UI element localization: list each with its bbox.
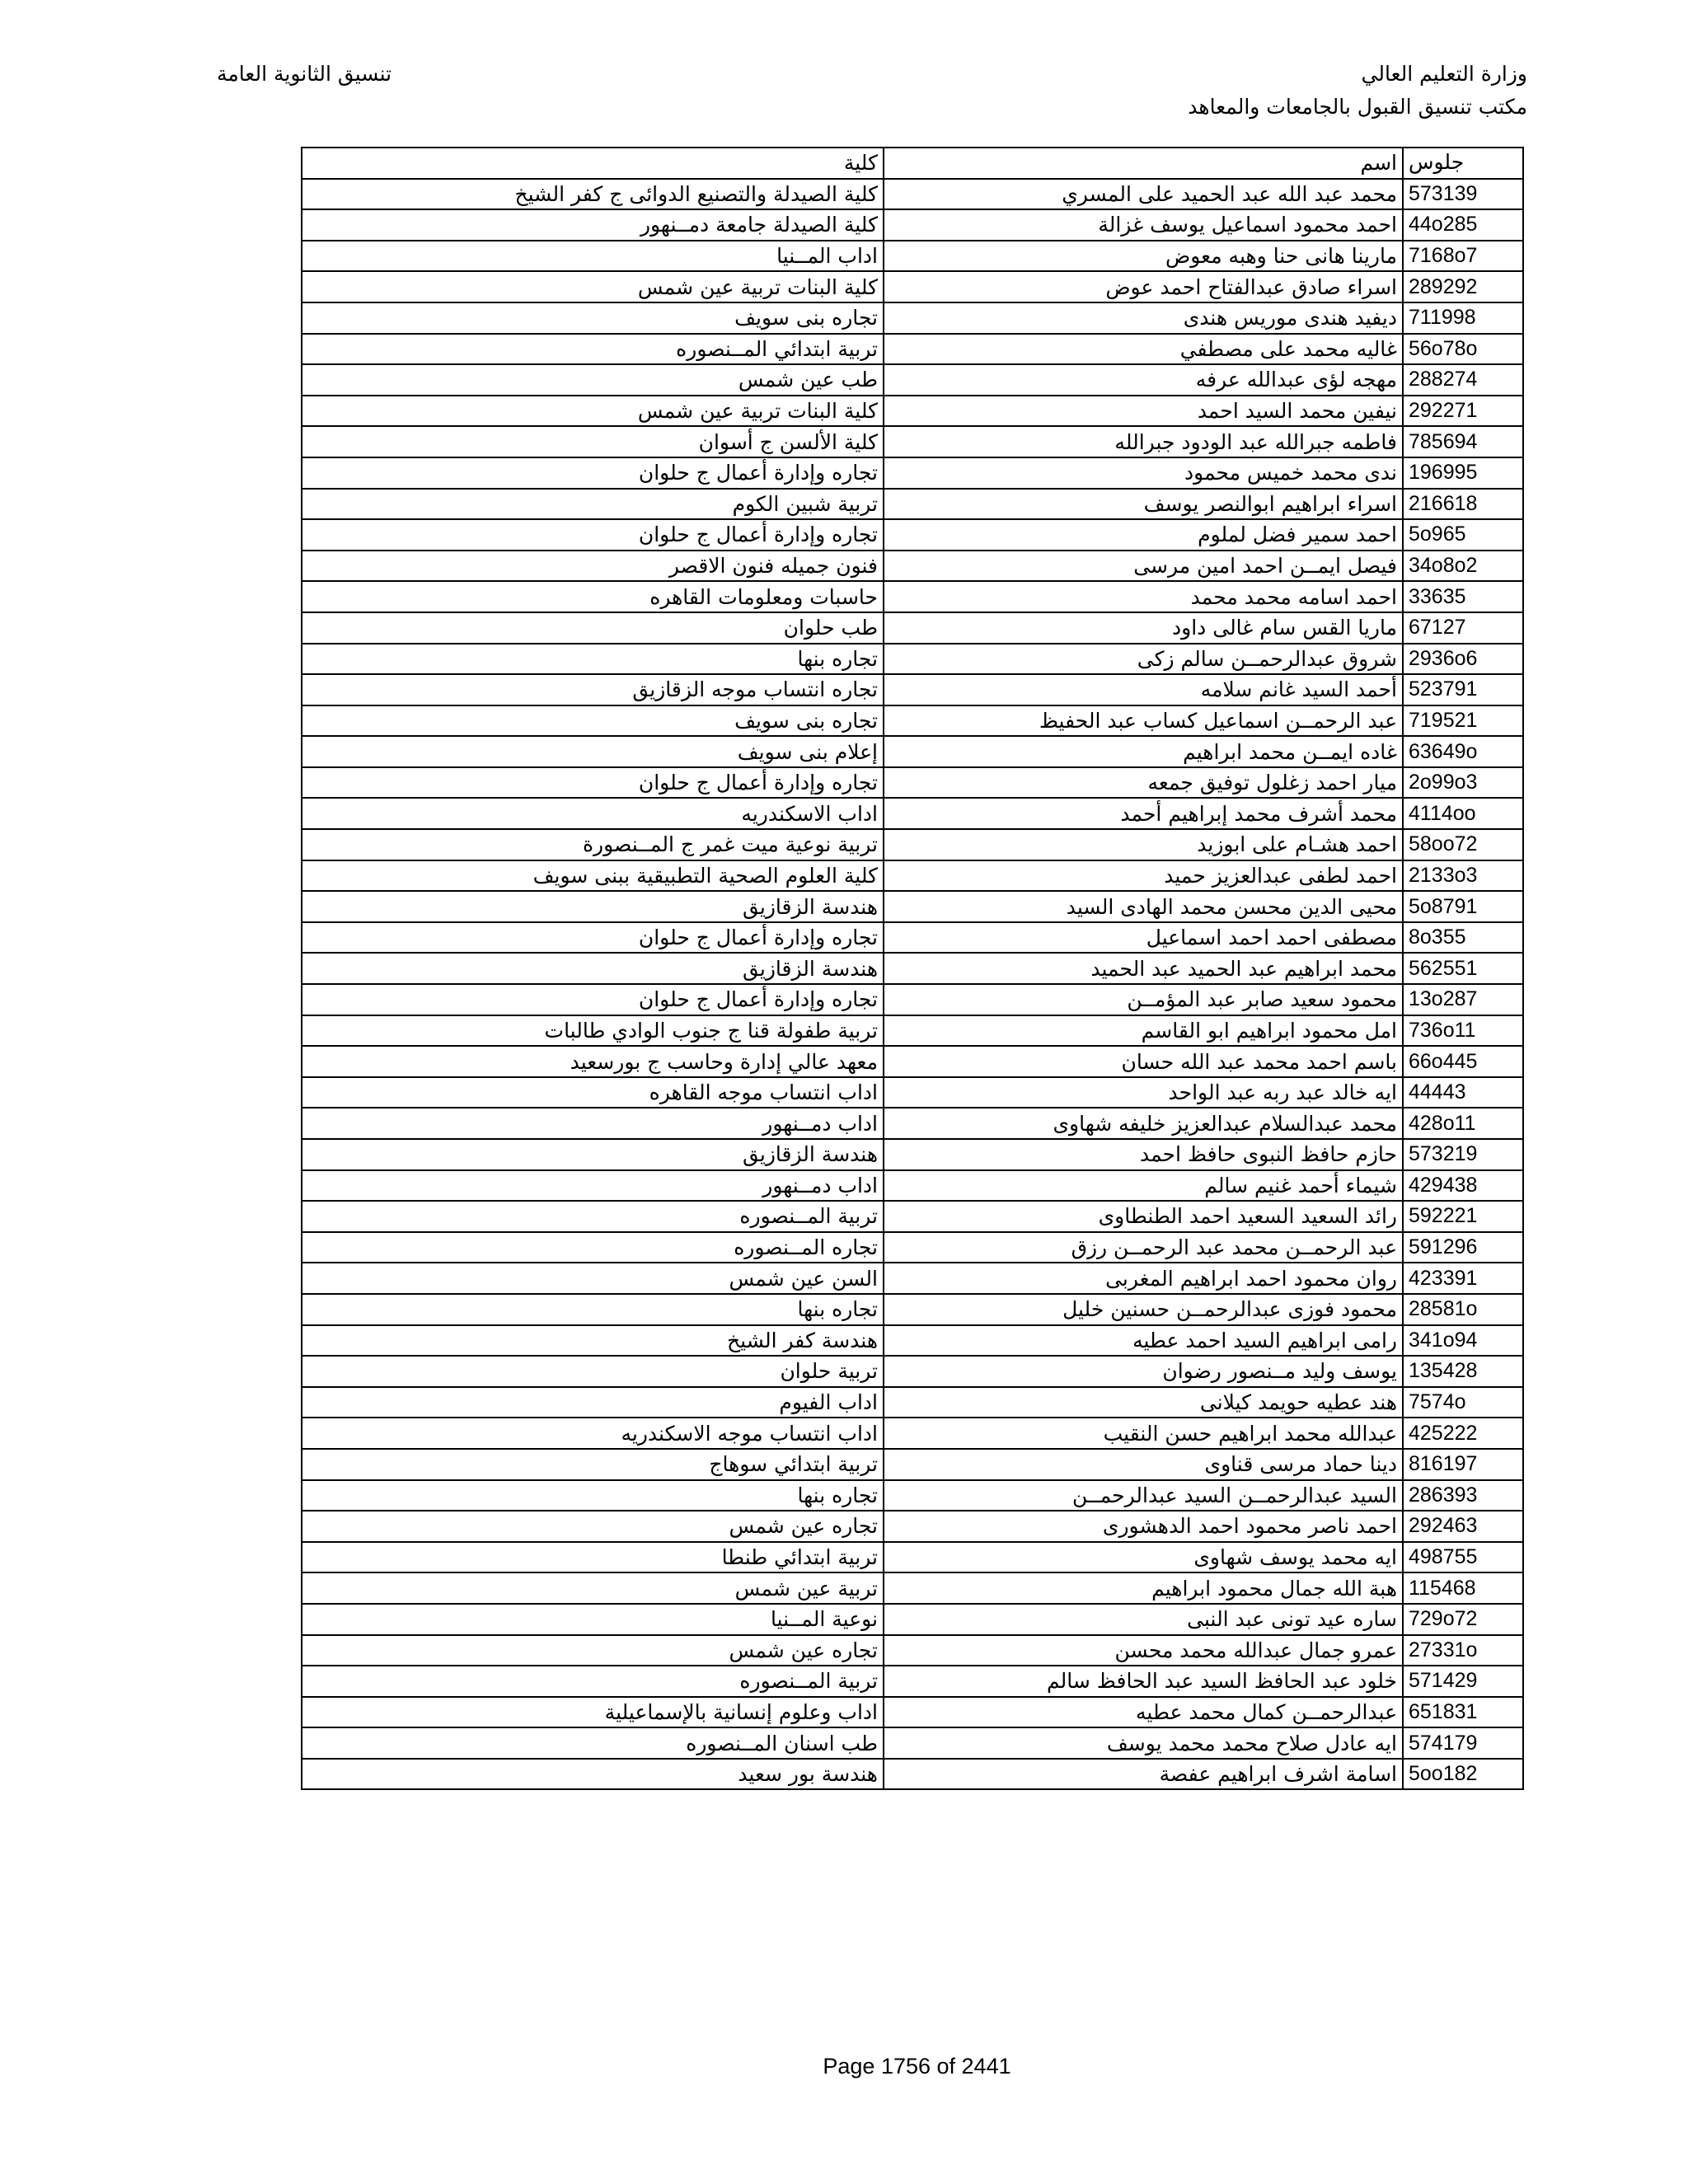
name-cell: أحمد السيد غانم سلامه bbox=[884, 674, 1403, 705]
name-cell: هند عطيه حويمد كيلانى bbox=[884, 1387, 1403, 1418]
seat-cell: 27331o bbox=[1403, 1635, 1523, 1666]
table-row bbox=[302, 551, 1523, 582]
name-cell: احمد لطفى عبدالعزيز حميد bbox=[884, 860, 1403, 892]
seat-cell: 13o287 bbox=[1403, 984, 1523, 1015]
faculty-cell: السن عين شمس bbox=[302, 1263, 884, 1294]
name-cell: دينا حماد مرسى قناوى bbox=[884, 1449, 1403, 1480]
table-header-row bbox=[302, 148, 1523, 179]
faculty-cell: كلية الألسن ج أسوان bbox=[302, 426, 884, 457]
table-row bbox=[302, 1697, 1523, 1728]
seat-cell: 44443 bbox=[1403, 1077, 1523, 1108]
table-row bbox=[302, 241, 1523, 272]
faculty-cell: كلية الصيدلة جامعة دمــنهور bbox=[302, 209, 884, 241]
table-row bbox=[302, 271, 1523, 302]
ministry-title: وزارة التعليم العالي bbox=[1361, 62, 1527, 86]
table-row bbox=[302, 1480, 1523, 1511]
faculty-cell: كلية العلوم الصحية التطبيقية ببنى سويف bbox=[302, 860, 884, 892]
seat-cell: 44o285 bbox=[1403, 209, 1523, 241]
name-cell: عبد الرحمــن اسماعيل كساب عبد الحفيظ bbox=[884, 705, 1403, 737]
table-row bbox=[302, 1511, 1523, 1542]
seat-cell: 196995 bbox=[1403, 457, 1523, 489]
faculty-cell: هندسة الزقازيق bbox=[302, 891, 884, 922]
name-cell: امل محمود ابراهيم ابو القاسم bbox=[884, 1015, 1403, 1047]
name-cell: احمد سمير فضل لملوم bbox=[884, 519, 1403, 551]
name-cell: فيصل ايمــن احمد امين مرسى bbox=[884, 551, 1403, 582]
table-row bbox=[302, 1325, 1523, 1357]
faculty-cell: كلية البنات تربية عين شمس bbox=[302, 396, 884, 427]
seat-cell: 591296 bbox=[1403, 1232, 1523, 1263]
table-row bbox=[302, 829, 1523, 860]
table-row bbox=[302, 1759, 1523, 1790]
seat-cell: 34o8o2 bbox=[1403, 551, 1523, 582]
table-row bbox=[302, 860, 1523, 892]
name-cell: غاده ايمــن محمد ابراهيم bbox=[884, 736, 1403, 767]
name-cell: مصطفى احمد احمد اسماعيل bbox=[884, 922, 1403, 954]
table-row bbox=[302, 1356, 1523, 1387]
seat-cell: 571429 bbox=[1403, 1666, 1523, 1697]
faculty-cell: حاسبات ومعلومات القاهره bbox=[302, 581, 884, 612]
name-cell: اسامة اشرف ابراهيم عفصة bbox=[884, 1759, 1403, 1790]
table-row bbox=[302, 984, 1523, 1015]
name-cell: عمرو جمال عبدالله محمد محسن bbox=[884, 1635, 1403, 1666]
name-cell: محمد عبدالسلام عبدالعزيز خليفه شهاوى bbox=[884, 1108, 1403, 1139]
seat-cell: 289292 bbox=[1403, 271, 1523, 302]
table-row bbox=[302, 302, 1523, 334]
page-header-institution bbox=[1188, 58, 1527, 124]
faculty-cell: اداب دمــنهور bbox=[302, 1170, 884, 1202]
seat-cell: 719521 bbox=[1403, 705, 1523, 737]
page-number: Page 1756 of 2441 bbox=[823, 2054, 1011, 2079]
faculty-cell: هندسة بور سعيد bbox=[302, 1759, 884, 1790]
seat-cell: 523791 bbox=[1403, 674, 1523, 705]
faculty-cell: كلية البنات تربية عين شمس bbox=[302, 271, 884, 302]
name-cell: فاطمه جبرالله عبد الودود جبرالله bbox=[884, 426, 1403, 457]
faculty-cell: تربية المــنصوره bbox=[302, 1666, 884, 1697]
faculty-cell: إعلام بنى سويف bbox=[302, 736, 884, 767]
name-cell: شيماء أحمد غنيم سالم bbox=[884, 1170, 1403, 1202]
faculty-cell: تجاره وإدارة أعمال ج حلوان bbox=[302, 457, 884, 489]
table-row bbox=[302, 1170, 1523, 1202]
name-cell: نيفين محمد السيد احمد bbox=[884, 396, 1403, 427]
name-cell: باسم احمد محمد عبد الله حسان bbox=[884, 1046, 1403, 1077]
faculty-cell: تجاره انتساب موجه الزقازيق bbox=[302, 674, 884, 705]
seat-cell: 785694 bbox=[1403, 426, 1523, 457]
faculty-cell: كلية الصيدلة والتصنيع الدوائى ج كفر الشيخ bbox=[302, 179, 884, 210]
seat-cell: 292463 bbox=[1403, 1511, 1523, 1542]
name-cell: ايه عادل صلاح محمد محمد يوسف bbox=[884, 1727, 1403, 1759]
name-cell: محمود فوزى عبدالرحمــن حسنين خليل bbox=[884, 1294, 1403, 1325]
table-row bbox=[302, 891, 1523, 922]
faculty-cell: تربية عين شمس bbox=[302, 1572, 884, 1604]
faculty-cell: تربية ابتدائي المــنصوره bbox=[302, 334, 884, 365]
table-row bbox=[302, 1201, 1523, 1232]
faculty-cell: تربية المــنصوره bbox=[302, 1201, 884, 1232]
table-row bbox=[302, 1542, 1523, 1573]
table-row bbox=[302, 457, 1523, 489]
name-cell: محيى الدين محسن محمد الهادى السيد bbox=[884, 891, 1403, 922]
table-row bbox=[302, 1666, 1523, 1697]
table-row bbox=[302, 1015, 1523, 1047]
table-row bbox=[302, 1418, 1523, 1449]
name-cell: محمود سعيد صابر عبد المؤمــن bbox=[884, 984, 1403, 1015]
seat-cell: 5o8791 bbox=[1403, 891, 1523, 922]
faculty-cell: نوعية المــنيا bbox=[302, 1604, 884, 1635]
name-cell: روان محمود احمد ابراهيم المغربى bbox=[884, 1263, 1403, 1294]
faculty-cell: تجاره وإدارة أعمال ج حلوان bbox=[302, 767, 884, 799]
name-cell: يوسف وليد مــنصور رضوان bbox=[884, 1356, 1403, 1387]
faculty-cell: اداب المــنيا bbox=[302, 241, 884, 272]
seat-cell: 135428 bbox=[1403, 1356, 1523, 1387]
faculty-cell: تربية طفولة قنا ج جنوب الوادي طالبات bbox=[302, 1015, 884, 1047]
column-header-name: اسم bbox=[884, 148, 1403, 179]
faculty-cell: اداب وعلوم إنسانية بالإسماعيلية bbox=[302, 1697, 884, 1728]
seat-cell: 651831 bbox=[1403, 1697, 1523, 1728]
name-cell: عبدالرحمــن كمال محمد عطيه bbox=[884, 1697, 1403, 1728]
seat-cell: 286393 bbox=[1403, 1480, 1523, 1511]
faculty-cell: هندسة كفر الشيخ bbox=[302, 1325, 884, 1357]
name-cell: احمد اسامه محمد محمد bbox=[884, 581, 1403, 612]
name-cell: محمد عبد الله عبد الحميد على المسري bbox=[884, 179, 1403, 210]
faculty-cell: تجاره المــنصوره bbox=[302, 1232, 884, 1263]
name-cell: السيد عبدالرحمــن السيد عبدالرحمــن bbox=[884, 1480, 1403, 1511]
table-row bbox=[302, 489, 1523, 520]
seat-cell: 574179 bbox=[1403, 1727, 1523, 1759]
seat-cell: 7574o bbox=[1403, 1387, 1523, 1418]
seat-cell: 816197 bbox=[1403, 1449, 1523, 1480]
faculty-cell: تجاره بنها bbox=[302, 1480, 884, 1511]
table-row bbox=[302, 953, 1523, 984]
name-cell: عبدالله محمد ابراهيم حسن النقيب bbox=[884, 1418, 1403, 1449]
faculty-cell: طب اسنان المــنصوره bbox=[302, 1727, 884, 1759]
seat-cell: 292271 bbox=[1403, 396, 1523, 427]
name-cell: خلود عبد الحافظ السيد عبد الحافظ سالم bbox=[884, 1666, 1403, 1697]
admissions-table bbox=[301, 147, 1524, 1790]
name-cell: احمد محمود اسماعيل يوسف غزالة bbox=[884, 209, 1403, 241]
program-title: تنسيق الثانوية العامة bbox=[217, 62, 392, 86]
seat-cell: 56o78o bbox=[1403, 334, 1523, 365]
faculty-cell: تجاره عين شمس bbox=[302, 1635, 884, 1666]
name-cell: محمد ابراهيم عبد الحميد عبد الحميد bbox=[884, 953, 1403, 984]
seat-cell: 5oo182 bbox=[1403, 1759, 1523, 1790]
table-row bbox=[302, 364, 1523, 396]
seat-cell: 423391 bbox=[1403, 1263, 1523, 1294]
seat-cell: 216618 bbox=[1403, 489, 1523, 520]
faculty-cell: تربية حلوان bbox=[302, 1356, 884, 1387]
table-row bbox=[302, 426, 1523, 457]
name-cell: ندى محمد خميس محمود bbox=[884, 457, 1403, 489]
seat-cell: 425222 bbox=[1403, 1418, 1523, 1449]
faculty-cell: اداب انتساب موجه الاسكندريه bbox=[302, 1418, 884, 1449]
name-cell: ميار احمد زغلول توفيق جمعه bbox=[884, 767, 1403, 799]
table-row bbox=[302, 1294, 1523, 1325]
seat-cell: 28581o bbox=[1403, 1294, 1523, 1325]
seat-cell: 67127 bbox=[1403, 612, 1523, 644]
column-header-seat: جلوس bbox=[1403, 148, 1523, 179]
seat-cell: 573219 bbox=[1403, 1139, 1523, 1170]
table-row bbox=[302, 334, 1523, 365]
name-cell: ديفيد هندى موريس هندى bbox=[884, 302, 1403, 334]
name-cell: حازم حافظ النبوى حافظ احمد bbox=[884, 1139, 1403, 1170]
seat-cell: 573139 bbox=[1403, 179, 1523, 210]
name-cell: هبة الله جمال محمود ابراهيم bbox=[884, 1572, 1403, 1604]
seat-cell: 63649o bbox=[1403, 736, 1523, 767]
table-row bbox=[302, 705, 1523, 737]
seat-cell: 498755 bbox=[1403, 1542, 1523, 1573]
seat-cell: 8o355 bbox=[1403, 922, 1523, 954]
faculty-cell: تجاره وإدارة أعمال ج حلوان bbox=[302, 519, 884, 551]
faculty-cell: اداب دمــنهور bbox=[302, 1108, 884, 1139]
table-row bbox=[302, 736, 1523, 767]
table-row bbox=[302, 674, 1523, 705]
name-cell: محمد أشرف محمد إبراهيم أحمد bbox=[884, 798, 1403, 829]
seat-cell: 5o965 bbox=[1403, 519, 1523, 551]
table-row bbox=[302, 1232, 1523, 1263]
admissions-table-body bbox=[302, 148, 1523, 1789]
seat-cell: 115468 bbox=[1403, 1572, 1523, 1604]
faculty-cell: تربية نوعية ميت غمر ج المــنصورة bbox=[302, 829, 884, 860]
table-row bbox=[302, 1604, 1523, 1635]
name-cell: مهجه لؤى عبدالله عرفه bbox=[884, 364, 1403, 396]
name-cell: ماريا القس سام غالى داود bbox=[884, 612, 1403, 644]
seat-cell: 729o72 bbox=[1403, 1604, 1523, 1635]
table-row bbox=[302, 1263, 1523, 1294]
table-row bbox=[302, 1635, 1523, 1666]
seat-cell: 288274 bbox=[1403, 364, 1523, 396]
seat-cell: 592221 bbox=[1403, 1201, 1523, 1232]
seat-cell: 7168o7 bbox=[1403, 241, 1523, 272]
faculty-cell: تجاره بنى سويف bbox=[302, 705, 884, 737]
name-cell: ساره عيد تونى عبد النبى bbox=[884, 1604, 1403, 1635]
office-title: مكتب تنسيق القبول بالجامعات والمعاهد bbox=[1188, 95, 1527, 119]
table-row bbox=[302, 1108, 1523, 1139]
faculty-cell: تربية ابتدائي طنطا bbox=[302, 1542, 884, 1573]
name-cell: مارينا هانى حنا وهبه معوض bbox=[884, 241, 1403, 272]
name-cell: رامى ابراهيم السيد احمد عطيه bbox=[884, 1325, 1403, 1357]
faculty-cell: معهد عالي إدارة وحاسب ج بورسعيد bbox=[302, 1046, 884, 1077]
name-cell: غاليه محمد على مصطفي bbox=[884, 334, 1403, 365]
faculty-cell: تجاره بنى سويف bbox=[302, 302, 884, 334]
faculty-cell: طب عين شمس bbox=[302, 364, 884, 396]
seat-cell: 341o94 bbox=[1403, 1325, 1523, 1357]
faculty-cell: اداب الاسكندريه bbox=[302, 798, 884, 829]
seat-cell: 736o11 bbox=[1403, 1015, 1523, 1047]
seat-cell: 711998 bbox=[1403, 302, 1523, 334]
seat-cell: 2o99o3 bbox=[1403, 767, 1523, 799]
table-row bbox=[302, 209, 1523, 241]
seat-cell: 58oo72 bbox=[1403, 829, 1523, 860]
name-cell: احمد هشـام على ابوزيد bbox=[884, 829, 1403, 860]
table-row bbox=[302, 612, 1523, 644]
table-row bbox=[302, 922, 1523, 954]
name-cell: شروق عبدالرحمــن سالم زكى bbox=[884, 644, 1403, 675]
faculty-cell: فنون جميله فنون الاقصر bbox=[302, 551, 884, 582]
faculty-cell: طب حلوان bbox=[302, 612, 884, 644]
table-row bbox=[302, 1449, 1523, 1480]
faculty-cell: اداب الفيوم bbox=[302, 1387, 884, 1418]
table-row bbox=[302, 581, 1523, 612]
table-row bbox=[302, 767, 1523, 799]
name-cell: اسراء ابراهيم ابوالنصر يوسف bbox=[884, 489, 1403, 520]
faculty-cell: هندسة الزقازيق bbox=[302, 1139, 884, 1170]
faculty-cell: تربية شبين الكوم bbox=[302, 489, 884, 520]
faculty-cell: تربية ابتدائي سوهاج bbox=[302, 1449, 884, 1480]
table-row bbox=[302, 179, 1523, 210]
name-cell: ايه محمد يوسف شهاوى bbox=[884, 1542, 1403, 1573]
seat-cell: 428o11 bbox=[1403, 1108, 1523, 1139]
seat-cell: 66o445 bbox=[1403, 1046, 1523, 1077]
column-header-faculty: كلية bbox=[302, 148, 884, 179]
seat-cell: 2133o3 bbox=[1403, 860, 1523, 892]
faculty-cell: تجاره عين شمس bbox=[302, 1511, 884, 1542]
faculty-cell: تجاره بنها bbox=[302, 644, 884, 675]
table-row bbox=[302, 798, 1523, 829]
name-cell: اسراء صادق عبدالفتاح احمد عوض bbox=[884, 271, 1403, 302]
name-cell: عبد الرحمــن محمد عبد الرحمــن رزق bbox=[884, 1232, 1403, 1263]
faculty-cell: تجاره بنها bbox=[302, 1294, 884, 1325]
name-cell: احمد ناصر محمود احمد الدهشورى bbox=[884, 1511, 1403, 1542]
table-row bbox=[302, 1139, 1523, 1170]
table-row bbox=[302, 396, 1523, 427]
seat-cell: 429438 bbox=[1403, 1170, 1523, 1202]
faculty-cell: اداب انتساب موجه القاهره bbox=[302, 1077, 884, 1108]
name-cell: ايه خالد عبد ربه عبد الواحد bbox=[884, 1077, 1403, 1108]
seat-cell: 2936o6 bbox=[1403, 644, 1523, 675]
table-row bbox=[302, 1387, 1523, 1418]
faculty-cell: تجاره وإدارة أعمال ج حلوان bbox=[302, 922, 884, 954]
seat-cell: 562551 bbox=[1403, 953, 1523, 984]
table-row bbox=[302, 519, 1523, 551]
table-row bbox=[302, 1046, 1523, 1077]
table-row bbox=[302, 1727, 1523, 1759]
faculty-cell: تجاره وإدارة أعمال ج حلوان bbox=[302, 984, 884, 1015]
name-cell: رائد السعيد السعيد احمد الطنطاوى bbox=[884, 1201, 1403, 1232]
table-row bbox=[302, 1077, 1523, 1108]
table-row bbox=[302, 644, 1523, 675]
table-row bbox=[302, 1572, 1523, 1604]
faculty-cell: هندسة الزقازيق bbox=[302, 953, 884, 984]
seat-cell: 33635 bbox=[1403, 581, 1523, 612]
seat-cell: 4114oo bbox=[1403, 798, 1523, 829]
